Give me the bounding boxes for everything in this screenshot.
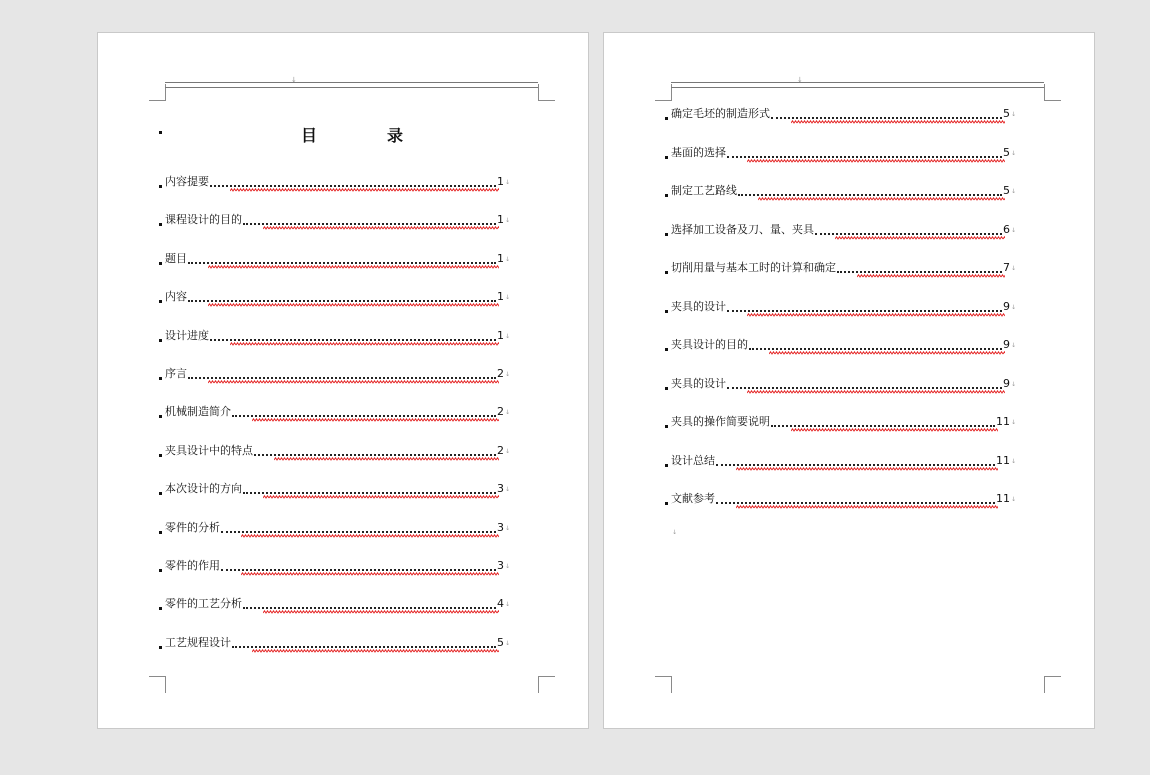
entry-bullet xyxy=(665,348,668,351)
crop-mark-bottom-left xyxy=(655,676,672,693)
dot-leader xyxy=(727,156,1002,158)
toc-entry-text: 零件的工艺分析 xyxy=(165,597,242,610)
toc-entry-text: 零件的分析 xyxy=(165,521,220,534)
paragraph-mark: ↓ xyxy=(504,486,510,493)
crop-mark-top-left xyxy=(655,84,672,101)
spellcheck-underline xyxy=(208,303,499,307)
paragraph-mark: ↓ xyxy=(1010,150,1016,157)
toc-entry[interactable] xyxy=(165,252,510,268)
dot-leader xyxy=(210,339,496,341)
toc-entry-page-number: 11 xyxy=(996,492,1010,505)
entry-bullet xyxy=(159,569,162,572)
toc-entry-page-number: 11 xyxy=(996,415,1010,428)
spellcheck-underline xyxy=(857,274,1005,278)
paragraph-mark: ↓ xyxy=(1010,265,1016,272)
entry-bullet xyxy=(665,233,668,236)
dot-leader xyxy=(727,310,1002,312)
spellcheck-underline xyxy=(263,610,499,614)
toc-entry-text: 机械制造简介 xyxy=(165,405,231,418)
toc-entry-page-number: 9 xyxy=(1003,377,1010,390)
spellcheck-underline xyxy=(747,159,1005,163)
toc-entry-page-number: 9 xyxy=(1003,300,1010,313)
toc-entry-text: 夹具的设计 xyxy=(671,300,726,313)
spellcheck-underline xyxy=(263,495,499,499)
toc-entry[interactable] xyxy=(165,405,510,421)
paragraph-mark: ↓ xyxy=(504,256,510,263)
toc-entry-text: 工艺规程设计 xyxy=(165,636,231,649)
spellcheck-underline xyxy=(241,534,499,538)
toc-entry-text: 设计总结 xyxy=(671,454,715,467)
toc-entry[interactable] xyxy=(165,597,510,613)
toc-entry[interactable] xyxy=(671,261,1016,277)
toc-entry[interactable] xyxy=(165,213,510,229)
toc-entry[interactable] xyxy=(671,338,1016,354)
paragraph-mark: ↓ xyxy=(504,601,510,608)
dot-leader xyxy=(738,194,1002,196)
paragraph-mark: ↓ xyxy=(1010,496,1016,503)
crop-mark-top-right xyxy=(1044,84,1061,101)
toc-entry-page-number: 3 xyxy=(497,559,504,572)
toc-entry[interactable] xyxy=(671,492,1016,508)
toc-entry-page-number: 3 xyxy=(497,482,504,495)
paragraph-mark: ↓ xyxy=(504,563,510,570)
spellcheck-underline xyxy=(230,342,499,346)
dot-leader xyxy=(243,223,496,225)
spellcheck-underline xyxy=(263,226,499,230)
dot-leader xyxy=(243,492,496,494)
dot-leader xyxy=(727,387,1002,389)
paragraph-mark: ↓ xyxy=(1010,419,1016,426)
toc-entry[interactable] xyxy=(165,559,510,575)
dot-leader xyxy=(749,348,1002,350)
toc-entry-page-number: 2 xyxy=(497,444,504,457)
toc-entry-text: 课程设计的目的 xyxy=(165,213,242,226)
toc-entry-text: 文献参考 xyxy=(671,492,715,505)
spellcheck-underline xyxy=(747,313,1005,317)
spellcheck-underline xyxy=(758,197,1005,201)
toc-entry-text: 基面的选择 xyxy=(671,146,726,159)
spellcheck-underline xyxy=(208,380,499,384)
toc-entry-page-number: 6 xyxy=(1003,223,1010,236)
entry-bullet xyxy=(665,464,668,467)
header-rule xyxy=(165,82,538,88)
toc-entry-page-number: 1 xyxy=(497,329,504,342)
paragraph-mark: ↓ xyxy=(1010,111,1016,118)
dot-leader xyxy=(221,569,496,571)
paragraph-mark: ↓ xyxy=(1010,304,1016,311)
entry-bullet xyxy=(665,194,668,197)
crop-mark-bottom-right xyxy=(538,676,555,693)
dot-leader xyxy=(716,502,995,504)
paragraph-mark: ↓ xyxy=(504,217,510,224)
crop-mark-bottom-left xyxy=(149,676,166,693)
toc-entry-text: 本次设计的方向 xyxy=(165,482,242,495)
dot-leader xyxy=(221,531,496,533)
toc-entry[interactable] xyxy=(165,482,510,498)
entry-bullet xyxy=(665,425,668,428)
toc-title-char-2: 录 xyxy=(387,126,404,145)
toc-entry-page-number: 5 xyxy=(1003,146,1010,159)
dot-leader xyxy=(188,377,496,379)
spellcheck-underline xyxy=(736,505,998,509)
toc-entry-page-number: 1 xyxy=(497,175,504,188)
entry-bullet xyxy=(159,646,162,649)
paragraph-mark: ↓ xyxy=(504,409,510,416)
toc-entry-page-number: 1 xyxy=(497,213,504,226)
toc-entry-page-number: 1 xyxy=(497,252,504,265)
toc-entry[interactable] xyxy=(671,415,1016,431)
toc-entry[interactable] xyxy=(671,300,1016,316)
dot-leader xyxy=(210,185,496,187)
toc-entry-text: 序言 xyxy=(165,367,187,380)
paragraph-mark: ↓ xyxy=(504,371,510,378)
document-page-2[interactable] xyxy=(603,32,1095,729)
spellcheck-underline xyxy=(230,188,499,192)
toc-entry-text: 题目 xyxy=(165,252,187,265)
entry-bullet xyxy=(159,531,162,534)
toc-entry[interactable] xyxy=(165,367,510,383)
entry-bullet xyxy=(159,300,162,303)
entry-bullet xyxy=(665,117,668,120)
entry-bullet xyxy=(159,377,162,380)
toc-entry-text: 确定毛坯的制造形式 xyxy=(671,107,770,120)
toc-entry-page-number: 11 xyxy=(996,454,1010,467)
toc-entry-text: 设计进度 xyxy=(165,329,209,342)
header-paragraph-mark: ↓ xyxy=(291,76,297,84)
toc-entry-page-number: 5 xyxy=(1003,184,1010,197)
entry-bullet xyxy=(665,387,668,390)
paragraph-mark: ↓ xyxy=(1010,227,1016,234)
toc-entry[interactable] xyxy=(671,184,1016,200)
toc-entry[interactable] xyxy=(165,636,510,652)
paragraph-mark: ↓ xyxy=(504,294,510,301)
entry-bullet xyxy=(159,454,162,457)
dot-leader xyxy=(232,415,496,417)
paragraph-mark: ↓ xyxy=(1010,188,1016,195)
spellcheck-underline xyxy=(835,236,1005,240)
entry-bullet xyxy=(159,607,162,610)
header-paragraph-mark: ↓ xyxy=(797,76,803,84)
toc-entry-page-number: 4 xyxy=(497,597,504,610)
paragraph-mark: ↓ xyxy=(504,448,510,455)
toc-entry-text: 夹具的操作简要说明 xyxy=(671,415,770,428)
crop-mark-top-right xyxy=(538,84,555,101)
toc-entry-page-number: 2 xyxy=(497,367,504,380)
entry-bullet xyxy=(159,492,162,495)
entry-bullet xyxy=(159,185,162,188)
paragraph-mark: ↓ xyxy=(504,179,510,186)
toc-entry[interactable] xyxy=(671,146,1016,162)
toc-entry[interactable] xyxy=(671,454,1016,470)
toc-entry[interactable] xyxy=(671,377,1016,393)
dot-leader xyxy=(771,425,995,427)
toc-entry[interactable] xyxy=(165,444,510,460)
paragraph-mark: ↓ xyxy=(1010,458,1016,465)
toc-entry-text: 切削用量与基本工时的计算和确定 xyxy=(671,261,836,274)
paragraph-mark: ↓ xyxy=(1010,342,1016,349)
toc-entry-text: 夹具设计的目的 xyxy=(671,338,748,351)
toc-entry-text: 夹具设计中的特点 xyxy=(165,444,253,457)
crop-mark-bottom-right xyxy=(1044,676,1061,693)
entry-bullet xyxy=(665,310,668,313)
toc-entry-page-number: 9 xyxy=(1003,338,1010,351)
entry-bullet xyxy=(665,271,668,274)
toc-entry-page-number: 7 xyxy=(1003,261,1010,274)
paragraph-mark: ↓ xyxy=(504,640,510,647)
spellcheck-underline xyxy=(736,467,998,471)
toc-entry-page-number: 1 xyxy=(497,290,504,303)
toc-entry-text: 夹具的设计 xyxy=(671,377,726,390)
end-paragraph-mark: ↓ xyxy=(672,529,678,536)
dot-leader xyxy=(815,233,1002,235)
dot-leader xyxy=(188,262,496,264)
spellcheck-underline xyxy=(241,572,499,576)
dot-leader xyxy=(188,300,496,302)
paragraph-mark: ↓ xyxy=(504,333,510,340)
spellcheck-underline xyxy=(747,390,1005,394)
entry-bullet xyxy=(665,502,668,505)
toc-title-char-1: 目 xyxy=(301,126,318,145)
toc-entry[interactable] xyxy=(671,107,1016,123)
toc-entry-page-number: 3 xyxy=(497,521,504,534)
entry-bullet xyxy=(159,415,162,418)
spellcheck-underline xyxy=(252,649,499,653)
toc-entry-text: 选择加工设备及刀、量、夹具 xyxy=(671,223,814,236)
toc-entry-text: 零件的作用 xyxy=(165,559,220,572)
toc-entry[interactable] xyxy=(165,175,510,191)
toc-entry-text: 内容提要 xyxy=(165,175,209,188)
toc-entry[interactable] xyxy=(165,521,510,537)
toc-entry-text: 制定工艺路线 xyxy=(671,184,737,197)
spellcheck-underline xyxy=(208,265,499,269)
spellcheck-underline xyxy=(274,457,499,461)
paragraph-mark: ↓ xyxy=(504,525,510,532)
spellcheck-underline xyxy=(252,418,499,422)
entry-bullet xyxy=(665,156,668,159)
toc-entry[interactable] xyxy=(671,223,1016,239)
entry-bullet xyxy=(159,223,162,226)
toc-entry[interactable] xyxy=(165,329,510,345)
toc-entry-text: 内容 xyxy=(165,290,187,303)
crop-mark-top-left xyxy=(149,84,166,101)
entry-bullet xyxy=(159,339,162,342)
document-page-1[interactable] xyxy=(97,32,589,729)
toc-entry[interactable] xyxy=(165,290,510,306)
toc-entry-page-number: 5 xyxy=(1003,107,1010,120)
dot-leader xyxy=(232,646,496,648)
spellcheck-underline xyxy=(791,120,1005,124)
dot-leader xyxy=(837,271,1002,273)
header-rule xyxy=(671,82,1044,88)
dot-leader xyxy=(771,117,1002,119)
dot-leader xyxy=(254,454,496,456)
dot-leader xyxy=(243,607,496,609)
toc-entry-page-number: 2 xyxy=(497,405,504,418)
dot-leader xyxy=(716,464,995,466)
title-bullet xyxy=(159,131,162,134)
entry-bullet xyxy=(159,262,162,265)
toc-entry-page-number: 5 xyxy=(497,636,504,649)
paragraph-mark: ↓ xyxy=(1010,381,1016,388)
spellcheck-underline xyxy=(769,351,1005,355)
spellcheck-underline xyxy=(791,428,998,432)
